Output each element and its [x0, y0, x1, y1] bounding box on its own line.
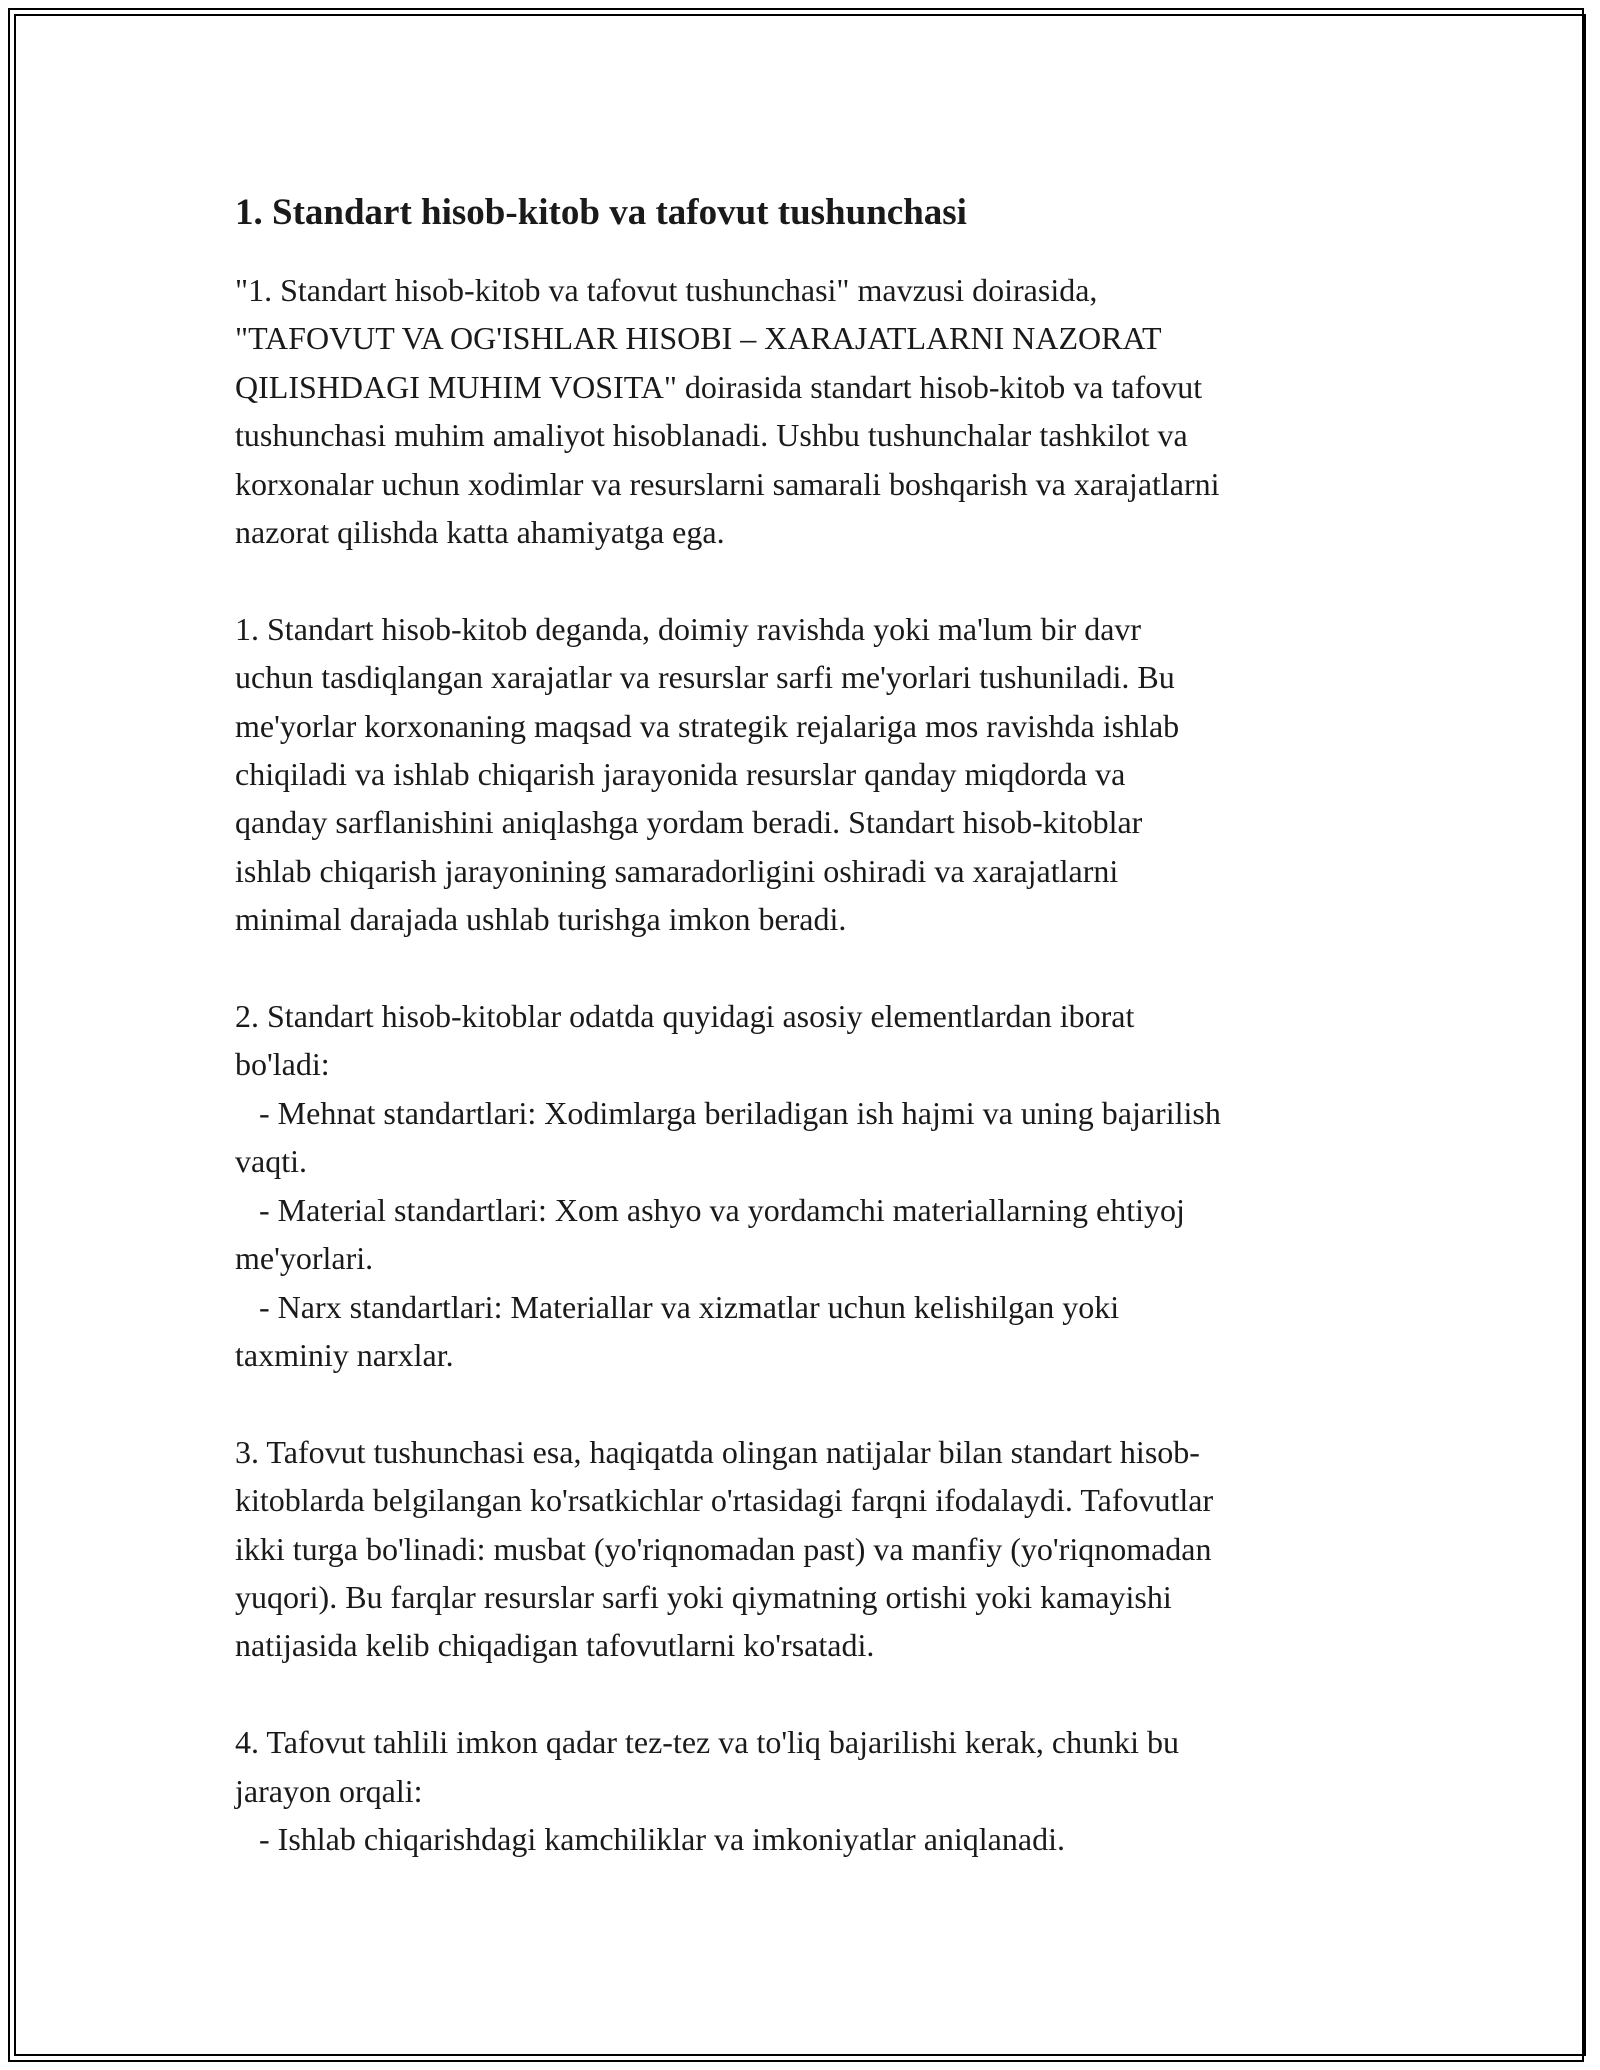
text-line: taxminiy narxlar. [235, 1336, 454, 1373]
text-line: natijasida kelib chiqadigan tafovutlarni ko'rsatadi. [235, 1627, 875, 1664]
text-line: minimal darajada ushlab turishga imkon beradi. [235, 901, 847, 938]
text-line: "1. Standart hisob-kitob va tafovut tushunchasi" mavzusi doirasida, [235, 272, 1098, 308]
text-line: korxonalar uchun xodimlar va resurslarni samarali boshqarish va xarajatlarni [235, 465, 1220, 502]
text-line: yuqori). Bu farqlar resurslar sarfi yoki qiymatning ortishi yoki kamayishi [235, 1578, 1172, 1615]
text-line: 1. Standart hisob-kitob deganda, doimiy ravishda yoki ma'lum bir davr [235, 610, 1142, 647]
intro-paragraph [235, 266, 1375, 556]
text-line: jarayon orqali: [235, 1772, 423, 1809]
list-item-line: - Narx standartlari: Materiallar va xizmatlar uchun kelishilgan yoki [235, 1288, 1120, 1325]
text-line: bo'ladi: [235, 1046, 330, 1083]
list-item-line: - Mehnat standartlari: Xodimlarga beriladigan ish hajmi va uning bajarilish [235, 1094, 1221, 1131]
text-line: me'yorlari. [235, 1240, 374, 1277]
text-line: kitoblarda belgilangan ko'rsatkichlar o'rtasidagi farqni ifodalaydi. Tafovutlar [235, 1482, 1214, 1519]
document-title: 1. Standart hisob-kitob va tafovut tushunchasi [235, 192, 967, 233]
text-line: 3. Tafovut tushunchasi esa, haqiqatda olingan natijalar bilan standart hisob- [235, 1433, 1200, 1470]
text-line: QILISHDAGI MUHIM VOSITA" doirasida standart hisob-kitob va tafovut [235, 368, 1203, 405]
text-line: 4. Tafovut tahlili imkon qadar tez-tez va to'liq bajarilishi kerak, chunki bu [235, 1724, 1179, 1761]
text-line: 2. Standart hisob-kitoblar odatda quyidagi asosiy elementlardan iborat [235, 998, 1135, 1035]
list-item-line: - Ishlab chiqarishdagi kamchiliklar va imkoniyatlar aniqlanadi. [235, 1820, 1065, 1857]
section-2-paragraph [235, 992, 1375, 1379]
text-line: vaqti. [235, 1143, 307, 1180]
text-line: qanday sarflanishini aniqlashga yordam beradi. Standart hisob-kitoblar [235, 804, 1143, 841]
section-1-paragraph [235, 605, 1375, 944]
section-3-paragraph [235, 1428, 1375, 1670]
text-line: tushunchasi muhim amaliyot hisoblanadi. Ushbu tushunchalar tashkilot va [235, 417, 1188, 454]
text-line: chiqiladi va ishlab chiqarish jarayonida resurslar qanday miqdorda va [235, 756, 1126, 793]
section-4-paragraph [235, 1718, 1375, 1863]
text-line: ikki turga bo'linadi: musbat (yo'riqnomadan past) va manfiy (yo'riqnomadan [235, 1530, 1212, 1567]
text-line: uchun tasdiqlangan xarajatlar va resurslar sarfi me'yorlari tushuniladi. Bu [235, 659, 1175, 696]
text-line: "TAFOVUT VA OG'ISHLAR HISOBI – XARAJATLARNI NAZORAT [235, 320, 1162, 357]
list-item-line: - Material standartlari: Xom ashyo va yordamchi materiallarning ehtiyoj [235, 1191, 1185, 1228]
text-line: ishlab chiqarish jarayonining samaradorligini oshiradi va xarajatlarni [235, 852, 1119, 889]
text-line: nazorat qilishda katta ahamiyatga ega. [235, 514, 725, 551]
document-body [235, 186, 1375, 1912]
text-line: me'yorlar korxonaning maqsad va strategik rejalariga mos ravishda ishlab [235, 707, 1180, 744]
